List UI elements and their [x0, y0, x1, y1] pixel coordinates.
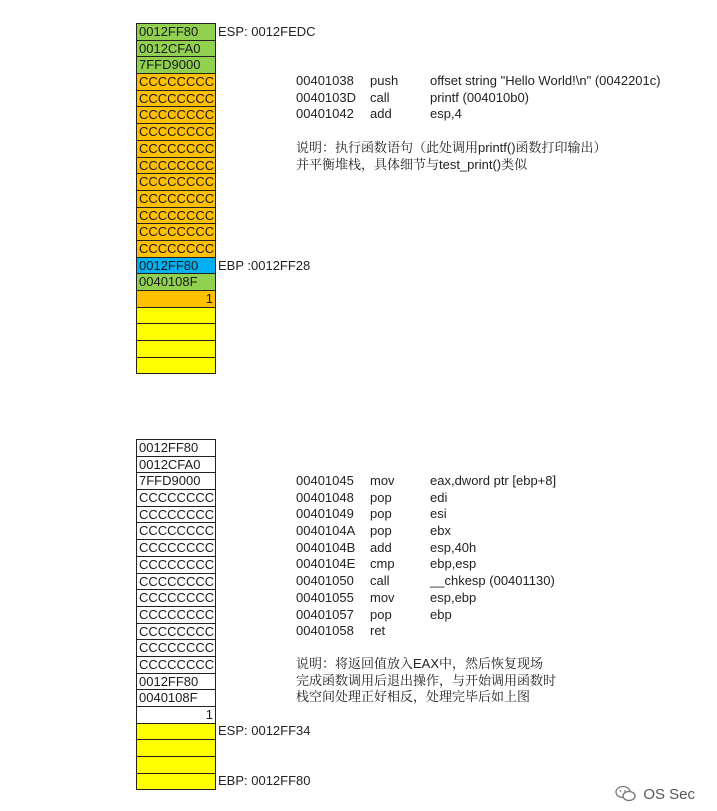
stack-cell: CCCCCCCC [139, 140, 215, 156]
asm-address: 00401058 [296, 623, 354, 639]
stack-cell: CCCCCCCC [139, 556, 215, 572]
stack-cell [137, 358, 215, 374]
asm-row [296, 540, 716, 557]
stack-cell: 0012CFA0 [137, 457, 215, 474]
stack-cell: 0012FF80 [137, 258, 215, 275]
watermark [615, 785, 695, 803]
stack-cell: 0040108F [137, 690, 215, 707]
asm-address: 00401050 [296, 573, 354, 589]
stack-before [136, 23, 216, 374]
stack-cell [137, 774, 215, 790]
asm-operand: __chkesp (00401130) [430, 573, 555, 589]
asm-listing-1 [296, 73, 716, 123]
description-line: 完成函数调用后退出操作，与开始调用函数时 [296, 672, 557, 688]
asm-row [296, 623, 716, 640]
asm-operand: esp,40h [430, 539, 477, 555]
stack-cell: CCCCCCCC [139, 74, 215, 90]
asm-row [296, 473, 716, 490]
asm-mnemonic: call [370, 573, 390, 589]
stack-cell: CCCCCCCC [139, 224, 215, 240]
description-2 [296, 656, 556, 706]
stack-cell: CCCCCCCC [139, 523, 215, 539]
stack-cell: CCCCCCCC [139, 656, 215, 672]
stack-cell: CCCCCCCC [139, 190, 215, 206]
watermark-text: OS Sec [643, 785, 695, 803]
stack-cell [137, 724, 215, 741]
stack-cell [137, 740, 215, 757]
asm-mnemonic: pop [370, 606, 392, 622]
asm-mnemonic: mov [370, 473, 395, 488]
stack-cell: CCCCCCCC [139, 124, 215, 140]
ebp-label-1: EBP :0012FF28 [218, 258, 311, 273]
stack-cell: CCCCCCCC [139, 240, 215, 256]
stack-cell: 0012FF80 [137, 674, 215, 691]
asm-operand: ebp [430, 606, 452, 622]
asm-mnemonic: pop [370, 523, 392, 539]
asm-row [296, 73, 716, 90]
description-line: 栈空间处理正好相反，处理完毕后如上图 [296, 689, 531, 705]
asm-row [296, 506, 716, 523]
stack-cell [137, 324, 215, 341]
stack-cell [137, 308, 215, 325]
asm-mnemonic: ret [370, 623, 386, 639]
asm-mnemonic: mov [370, 589, 395, 605]
asm-address: 00401042 [296, 106, 354, 122]
wechat-icon [615, 785, 637, 803]
esp-label-2: ESP: 0012FF34 [218, 723, 311, 738]
stack-cell: 7FFD9000 [137, 57, 215, 74]
stack-cell: CCCCCCCC [139, 107, 215, 123]
stack-cell: CCCCCCCC [139, 606, 215, 622]
asm-row [296, 607, 716, 624]
stack-cell: CCCCCCCC [139, 640, 215, 656]
stack-cell: 0012CFA0 [137, 41, 215, 58]
stack-cell: 7FFD9000 [137, 473, 215, 490]
description-line: 说明：将返回值放入EAX中，然后恢复现场 [296, 656, 544, 671]
asm-operand: esi [430, 506, 447, 522]
asm-row [296, 523, 716, 540]
stack-cell: CCCCCCCC [139, 207, 215, 223]
asm-operand: eax,dword ptr [ebp+8] [430, 473, 557, 488]
asm-row [296, 106, 716, 123]
stack-cell: CCCCCCCC [139, 174, 215, 190]
asm-row [296, 490, 716, 507]
asm-operand: printf (004010b0) [430, 89, 530, 105]
description-1 [296, 140, 607, 173]
asm-mnemonic: pop [370, 506, 392, 522]
asm-address: 00401038 [296, 73, 354, 88]
asm-address: 00401045 [296, 473, 354, 488]
stack-cell: CCCCCCCC [139, 573, 215, 589]
asm-row [296, 90, 716, 107]
asm-address: 0040104A [296, 523, 356, 539]
asm-address: 00401055 [296, 589, 354, 605]
stack-cell: 1 [137, 707, 215, 724]
asm-address: 00401049 [296, 506, 354, 522]
stack-cell: 0012FF80 [137, 440, 215, 457]
stack-cell: 1 [137, 291, 215, 308]
stack-after [136, 439, 216, 790]
asm-mnemonic: pop [370, 489, 392, 505]
stack-cell: CCCCCCCC [139, 90, 215, 106]
stack-cell: CCCCCCCC [139, 540, 215, 556]
asm-operand: esp,4 [430, 106, 462, 122]
stack-cell [137, 341, 215, 358]
asm-address: 00401057 [296, 606, 354, 622]
stack-cell: CCCCCCCC [139, 506, 215, 522]
asm-mnemonic: call [370, 89, 390, 105]
description-line: 并平衡堆栈，具体细节与test_print()类似 [296, 156, 528, 172]
asm-address: 0040104E [296, 556, 356, 572]
stack-cell [137, 757, 215, 774]
asm-operand: offset string "Hello World!\n" (0042201c) [430, 73, 661, 88]
asm-address: 0040104B [296, 539, 356, 555]
description-line: 说明：执行函数语句（此处调用printf()函数打印输出） [296, 140, 607, 155]
asm-address: 0040103D [296, 89, 356, 105]
asm-listing-2 [296, 473, 716, 640]
asm-operand: ebp,esp [430, 556, 477, 572]
asm-operand: ebx [430, 523, 451, 539]
asm-mnemonic: add [370, 539, 392, 555]
esp-label-1: ESP: 0012FEDC [218, 24, 316, 39]
stack-cell: CCCCCCCC [139, 490, 215, 506]
stack-cell: CCCCCCCC [139, 590, 215, 606]
asm-mnemonic: push [370, 73, 399, 88]
asm-row [296, 590, 716, 607]
ebp-label-2: EBP: 0012FF80 [218, 773, 311, 788]
asm-row [296, 573, 716, 590]
stack-cell: 0012FF80 [137, 24, 215, 41]
stack-cell: CCCCCCCC [139, 623, 215, 639]
stack-cell: CCCCCCCC [139, 157, 215, 173]
stack-cell: 0040108F [137, 274, 215, 291]
asm-mnemonic: cmp [370, 556, 395, 572]
asm-operand: edi [430, 489, 448, 505]
asm-row [296, 556, 716, 573]
asm-mnemonic: add [370, 106, 392, 122]
asm-address: 00401048 [296, 489, 354, 505]
asm-operand: esp,ebp [430, 589, 477, 605]
